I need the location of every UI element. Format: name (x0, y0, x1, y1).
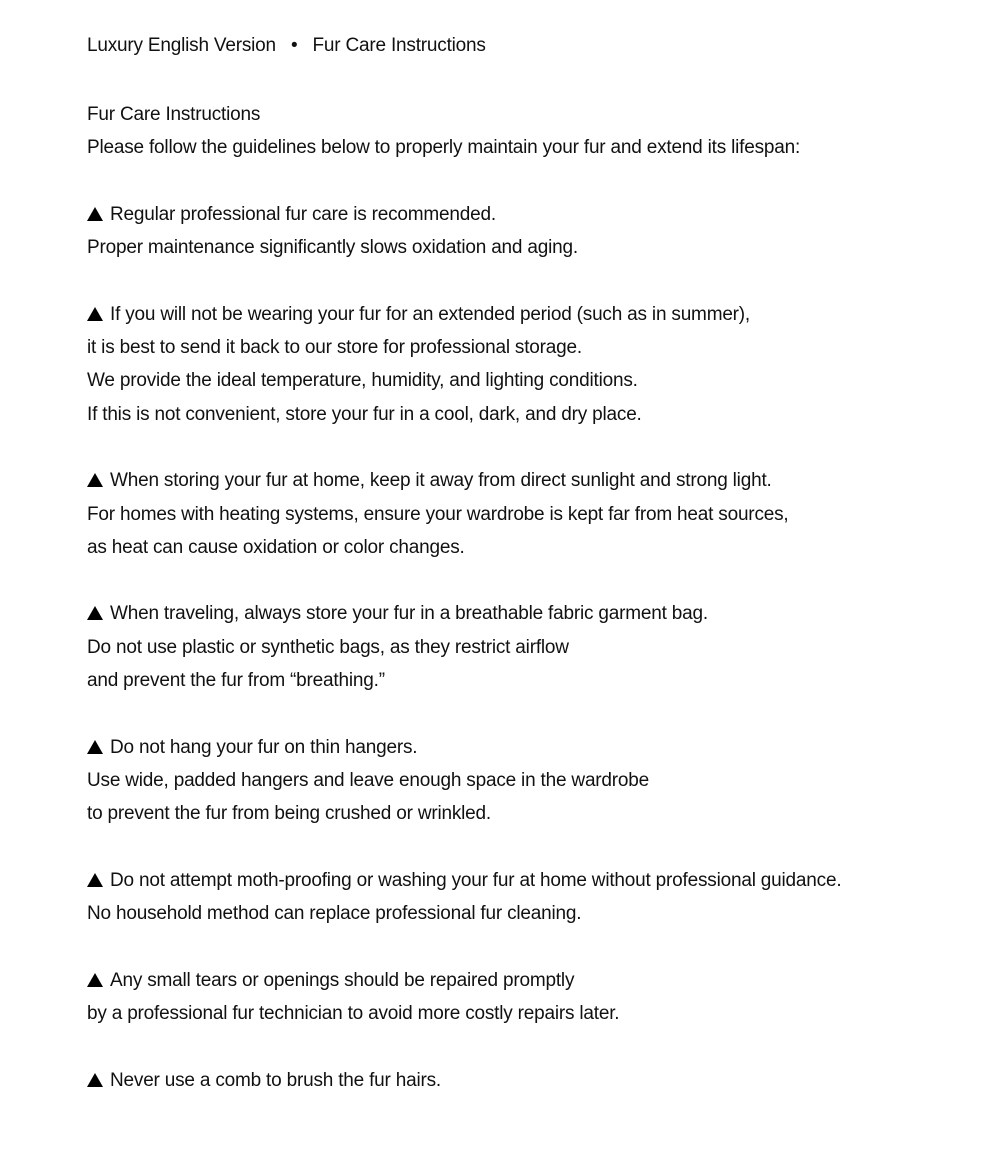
guideline-detail-line (87, 664, 967, 697)
guideline-text: No household method can replace professional fur cleaning. (87, 903, 582, 925)
guideline-heading-line (87, 964, 967, 997)
care-guideline-item (87, 464, 967, 564)
guideline-detail-line (87, 331, 967, 364)
intro-text: Please follow the guidelines below to properly maintain your fur and extend its lifespan: (87, 137, 801, 159)
care-guideline-item (87, 731, 967, 831)
care-guideline-item (87, 964, 967, 1031)
guideline-text: Never use a comb to brush the fur hairs. (110, 1069, 441, 1091)
page-header (87, 32, 967, 60)
guideline-heading-line (87, 597, 967, 630)
guideline-text: as heat can cause oxidation or color changes. (87, 536, 465, 558)
guideline-text: to prevent the fur from being crushed or wrinkled. (87, 803, 491, 825)
care-guideline-item (87, 597, 967, 697)
guideline-heading-line (87, 864, 967, 897)
guideline-text: When storing your fur at home, keep it away from direct sunlight and strong light. (110, 470, 772, 492)
guideline-text: and prevent the fur from “breathing.” (87, 670, 385, 692)
header-separator: • (290, 35, 298, 56)
guideline-text: it is best to send it back to our store for professional storage. (87, 337, 582, 359)
triangle-up-icon (87, 473, 103, 487)
care-guideline-item (87, 864, 967, 931)
guideline-detail-line (87, 231, 967, 264)
guideline-text: Use wide, padded hangers and leave enough space in the wardrobe (87, 769, 650, 791)
guideline-text: Regular professional fur care is recommended. (110, 203, 496, 225)
guideline-text: If this is not convenient, store your fur in a cool, dark, and dry place. (87, 403, 642, 425)
header-section-text: Fur Care Instructions (312, 35, 486, 56)
guideline-text: When traveling, always store your fur in a breathable fabric garment bag. (110, 603, 708, 625)
triangle-up-icon (87, 873, 103, 887)
care-guideline-item (87, 298, 967, 431)
guideline-text: Do not hang your fur on thin hangers. (110, 736, 418, 758)
care-guideline-item (87, 198, 967, 265)
guideline-detail-line (87, 631, 967, 664)
triangle-up-icon (87, 606, 103, 620)
triangle-up-icon (87, 1073, 103, 1087)
guideline-heading-line (87, 298, 967, 331)
header-brand-text: Luxury English Version (87, 35, 276, 56)
guideline-detail-line (87, 364, 967, 397)
guideline-detail-line (87, 764, 967, 797)
guideline-detail-line (87, 498, 967, 531)
guideline-heading-line (87, 731, 967, 764)
guideline-text: Any small tears or openings should be repaired promptly (110, 969, 575, 991)
guideline-text: Do not use plastic or synthetic bags, as they restrict airflow (87, 636, 569, 658)
guideline-detail-line (87, 997, 967, 1030)
triangle-up-icon (87, 740, 103, 754)
guideline-text: Proper maintenance significantly slows oxidation and aging. (87, 237, 578, 259)
guideline-detail-line (87, 897, 967, 930)
guideline-text: Do not attempt moth-proofing or washing your fur at home without professional guidance. (110, 869, 842, 891)
triangle-up-icon (87, 973, 103, 987)
guideline-text: by a professional fur technician to avoid more costly repairs later. (87, 1003, 620, 1025)
guideline-detail-line (87, 398, 967, 431)
document-page (87, 32, 967, 1097)
guideline-detail-line (87, 531, 967, 564)
guideline-heading-line (87, 198, 967, 231)
guideline-text: We provide the ideal temperature, humidity, and lighting conditions. (87, 370, 638, 392)
guideline-text: For homes with heating systems, ensure your wardrobe is kept far from heat sources, (87, 503, 789, 525)
guideline-heading-line (87, 1064, 967, 1097)
intro-title: Fur Care Instructions (87, 104, 261, 125)
care-guidelines (87, 198, 967, 1097)
guideline-text: If you will not be wearing your fur for an extended period (such as in summer), (110, 303, 751, 325)
guideline-detail-line (87, 797, 967, 830)
triangle-up-icon (87, 307, 103, 321)
care-guideline-item (87, 1064, 967, 1097)
intro-block (87, 98, 967, 165)
triangle-up-icon (87, 207, 103, 221)
guideline-heading-line (87, 464, 967, 497)
